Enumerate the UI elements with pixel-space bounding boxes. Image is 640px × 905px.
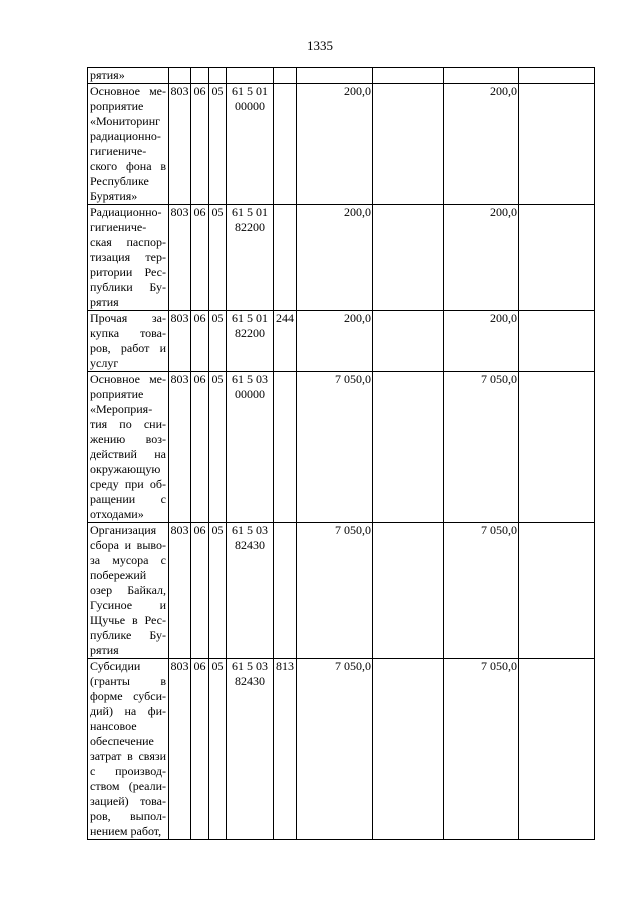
- cell-name-line: озер Байкал,: [90, 583, 166, 597]
- cell-sum-2: [373, 659, 444, 840]
- cell-vr: [274, 311, 297, 372]
- cell-name-line: Республике: [90, 174, 149, 188]
- cell-csr-line: 00000: [235, 99, 265, 113]
- cell-pr-line: 05: [211, 659, 224, 673]
- table-row: [88, 311, 595, 372]
- cell-name-line: сбора и выво-: [90, 538, 166, 552]
- cell-pr-line: 05: [211, 84, 224, 98]
- cell-sum-2: [373, 84, 444, 205]
- cell-ved: [169, 523, 191, 659]
- cell-vr-line: 813: [276, 659, 294, 673]
- cell-pr: [209, 84, 227, 205]
- cell-pr: [209, 68, 227, 84]
- cell-csr: [227, 311, 274, 372]
- cell-sum-4: [519, 84, 595, 205]
- cell-csr: [227, 659, 274, 840]
- cell-rz-line: 06: [193, 523, 206, 537]
- cell-pr-line: 05: [211, 205, 224, 219]
- cell-name-line: Гусиное и: [90, 598, 166, 612]
- cell-csr-line: 00000: [235, 387, 265, 401]
- cell-name: [88, 205, 169, 311]
- cell-name-line: радиационно-: [90, 129, 161, 143]
- cell-rz: [191, 659, 209, 840]
- cell-name-line: среду при об-: [90, 477, 166, 491]
- cell-sum-1-line: 7 050,0: [335, 523, 371, 537]
- table-row: [88, 372, 595, 523]
- cell-name-line: роприятие: [90, 387, 144, 401]
- cell-sum-3: [444, 311, 519, 372]
- cell-csr: [227, 68, 274, 84]
- cell-sum-3: [444, 205, 519, 311]
- cell-name-line: тия по сни-: [90, 417, 166, 431]
- cell-pr: [209, 205, 227, 311]
- cell-rz-line: 06: [193, 205, 206, 219]
- cell-name-line: жению воз-: [90, 432, 166, 446]
- cell-sum-4: [519, 659, 595, 840]
- cell-sum-3: [444, 68, 519, 84]
- cell-name-line: рятия: [90, 295, 119, 309]
- cell-name: [88, 84, 169, 205]
- table-body: [88, 68, 595, 840]
- cell-rz: [191, 68, 209, 84]
- cell-rz: [191, 84, 209, 205]
- cell-ved-line: 803: [170, 205, 189, 219]
- cell-sum-3-line: 200,0: [490, 205, 517, 219]
- cell-name-line: обеспечение: [90, 734, 154, 748]
- cell-csr-line: 82430: [235, 538, 265, 552]
- cell-csr: [227, 84, 274, 205]
- cell-name-line: побережий: [90, 568, 147, 582]
- cell-name-line: Субсидии: [90, 659, 141, 673]
- cell-ved: [169, 659, 191, 840]
- cell-name-line: Прочая за-: [90, 311, 166, 325]
- cell-name-line: дий) на фи-: [90, 704, 166, 718]
- cell-name-line: зацией) това-: [90, 794, 166, 808]
- cell-name-line: ская паспор-: [90, 235, 166, 249]
- cell-name-line: роприятие: [90, 99, 144, 113]
- cell-name-line: форме субси-: [90, 689, 166, 703]
- cell-name-line: тизация тер-: [90, 250, 166, 264]
- cell-name-line: окружающую: [90, 462, 161, 476]
- cell-sum-4: [519, 205, 595, 311]
- cell-ved: [169, 68, 191, 84]
- cell-name-line: Организация: [90, 523, 157, 537]
- cell-name-line: рятия»: [90, 68, 125, 82]
- cell-sum-3: [444, 659, 519, 840]
- cell-sum-1-line: 200,0: [344, 205, 371, 219]
- cell-name-line: действий на: [90, 447, 166, 461]
- cell-sum-1-line: 7 050,0: [335, 659, 371, 673]
- cell-sum-4: [519, 372, 595, 523]
- cell-sum-4: [519, 68, 595, 84]
- cell-name-line: услуг: [90, 356, 119, 370]
- cell-pr: [209, 372, 227, 523]
- cell-csr-line: 61 5 03: [232, 659, 268, 673]
- cell-ved-line: 803: [170, 659, 189, 673]
- cell-csr-line: 82200: [235, 326, 265, 340]
- cell-sum-3: [444, 84, 519, 205]
- cell-name-line: ством (реали-: [90, 779, 166, 793]
- cell-sum-2: [373, 523, 444, 659]
- table-row: [88, 523, 595, 659]
- cell-name-line: гигиениче-: [90, 144, 147, 158]
- cell-name-line: (гранты в: [90, 674, 166, 688]
- cell-name-line: нансовое: [90, 719, 137, 733]
- cell-pr-line: 05: [211, 372, 224, 386]
- cell-name-line: Щучье в Рес-: [90, 613, 166, 627]
- cell-name-line: с производ-: [90, 764, 166, 778]
- cell-ved: [169, 372, 191, 523]
- cell-vr: [274, 523, 297, 659]
- cell-rz: [191, 523, 209, 659]
- cell-ved: [169, 205, 191, 311]
- cell-name-line: рятия: [90, 643, 119, 657]
- cell-sum-2: [373, 372, 444, 523]
- cell-name-line: за мусора с: [90, 553, 166, 567]
- cell-sum-3: [444, 372, 519, 523]
- cell-csr-line: 61 5 01: [232, 205, 268, 219]
- cell-sum-2: [373, 68, 444, 84]
- cell-csr-line: 82430: [235, 674, 265, 688]
- cell-rz-line: 06: [193, 372, 206, 386]
- cell-name-line: ращении с: [90, 492, 166, 506]
- cell-name-line: нением работ,: [90, 824, 162, 838]
- cell-name-line: купка това-: [90, 326, 166, 340]
- cell-vr: [274, 205, 297, 311]
- cell-name-line: публики Бу-: [90, 280, 166, 294]
- cell-name-line: затрат в связи: [90, 749, 166, 763]
- cell-name-line: гигиениче-: [90, 220, 147, 234]
- cell-sum-2: [373, 311, 444, 372]
- cell-sum-1: [297, 205, 373, 311]
- cell-sum-4: [519, 311, 595, 372]
- cell-ved-line: 803: [170, 311, 189, 325]
- cell-rz-line: 06: [193, 659, 206, 673]
- cell-sum-1: [297, 523, 373, 659]
- cell-sum-3-line: 200,0: [490, 311, 517, 325]
- cell-name-line: Радиационно-: [90, 205, 162, 219]
- cell-csr-line: 61 5 03: [232, 372, 268, 386]
- cell-csr-line: 82200: [235, 220, 265, 234]
- budget-table: [87, 67, 595, 840]
- cell-sum-3-line: 200,0: [490, 84, 517, 98]
- cell-sum-1: [297, 311, 373, 372]
- cell-name-line: ского фона в: [90, 159, 166, 173]
- cell-name-line: ритории Рес-: [90, 265, 166, 279]
- cell-name: [88, 311, 169, 372]
- cell-sum-2: [373, 205, 444, 311]
- cell-vr: [274, 84, 297, 205]
- cell-name-line: Основное ме-: [90, 372, 166, 386]
- cell-name: [88, 659, 169, 840]
- cell-name-line: ров, выпол-: [90, 809, 166, 823]
- cell-rz-line: 06: [193, 84, 206, 98]
- cell-sum-1-line: 7 050,0: [335, 372, 371, 386]
- cell-vr: [274, 68, 297, 84]
- cell-pr-line: 05: [211, 311, 224, 325]
- cell-name-line: «Мероприя-: [90, 402, 153, 416]
- cell-sum-1-line: 200,0: [344, 311, 371, 325]
- cell-ved: [169, 311, 191, 372]
- cell-pr: [209, 523, 227, 659]
- cell-name-line: отходами»: [90, 507, 144, 521]
- cell-csr-line: 61 5 01: [232, 311, 268, 325]
- cell-name: [88, 68, 169, 84]
- cell-ved-line: 803: [170, 372, 189, 386]
- cell-csr-line: 61 5 01: [232, 84, 268, 98]
- cell-sum-1: [297, 372, 373, 523]
- cell-ved-line: 803: [170, 84, 189, 98]
- cell-sum-3-line: 7 050,0: [481, 372, 517, 386]
- cell-rz: [191, 205, 209, 311]
- cell-vr: [274, 659, 297, 840]
- cell-name: [88, 372, 169, 523]
- table-row: [88, 659, 595, 840]
- cell-sum-1: [297, 659, 373, 840]
- cell-vr: [274, 372, 297, 523]
- table-row: [88, 84, 595, 205]
- cell-pr: [209, 659, 227, 840]
- cell-csr: [227, 523, 274, 659]
- cell-sum-1: [297, 68, 373, 84]
- cell-csr: [227, 205, 274, 311]
- cell-rz: [191, 372, 209, 523]
- cell-sum-3-line: 7 050,0: [481, 523, 517, 537]
- cell-rz: [191, 311, 209, 372]
- cell-ved: [169, 84, 191, 205]
- table-row: [88, 68, 595, 84]
- cell-sum-4: [519, 523, 595, 659]
- cell-sum-3: [444, 523, 519, 659]
- cell-name-line: ров, работ и: [90, 341, 166, 355]
- cell-name-line: публике Бу-: [90, 628, 166, 642]
- cell-pr-line: 05: [211, 523, 224, 537]
- cell-csr: [227, 372, 274, 523]
- page-number: 1335: [307, 38, 333, 53]
- cell-name-line: Основное ме-: [90, 84, 166, 98]
- cell-name-line: Бурятия»: [90, 189, 138, 203]
- cell-ved-line: 803: [170, 523, 189, 537]
- table-row: [88, 205, 595, 311]
- cell-name: [88, 523, 169, 659]
- cell-sum-1: [297, 84, 373, 205]
- cell-csr-line: 61 5 03: [232, 523, 268, 537]
- cell-sum-1-line: 200,0: [344, 84, 371, 98]
- cell-rz-line: 06: [193, 311, 206, 325]
- cell-pr: [209, 311, 227, 372]
- cell-sum-3-line: 7 050,0: [481, 659, 517, 673]
- cell-name-line: «Мониторинг: [90, 114, 161, 128]
- cell-vr-line: 244: [276, 311, 294, 325]
